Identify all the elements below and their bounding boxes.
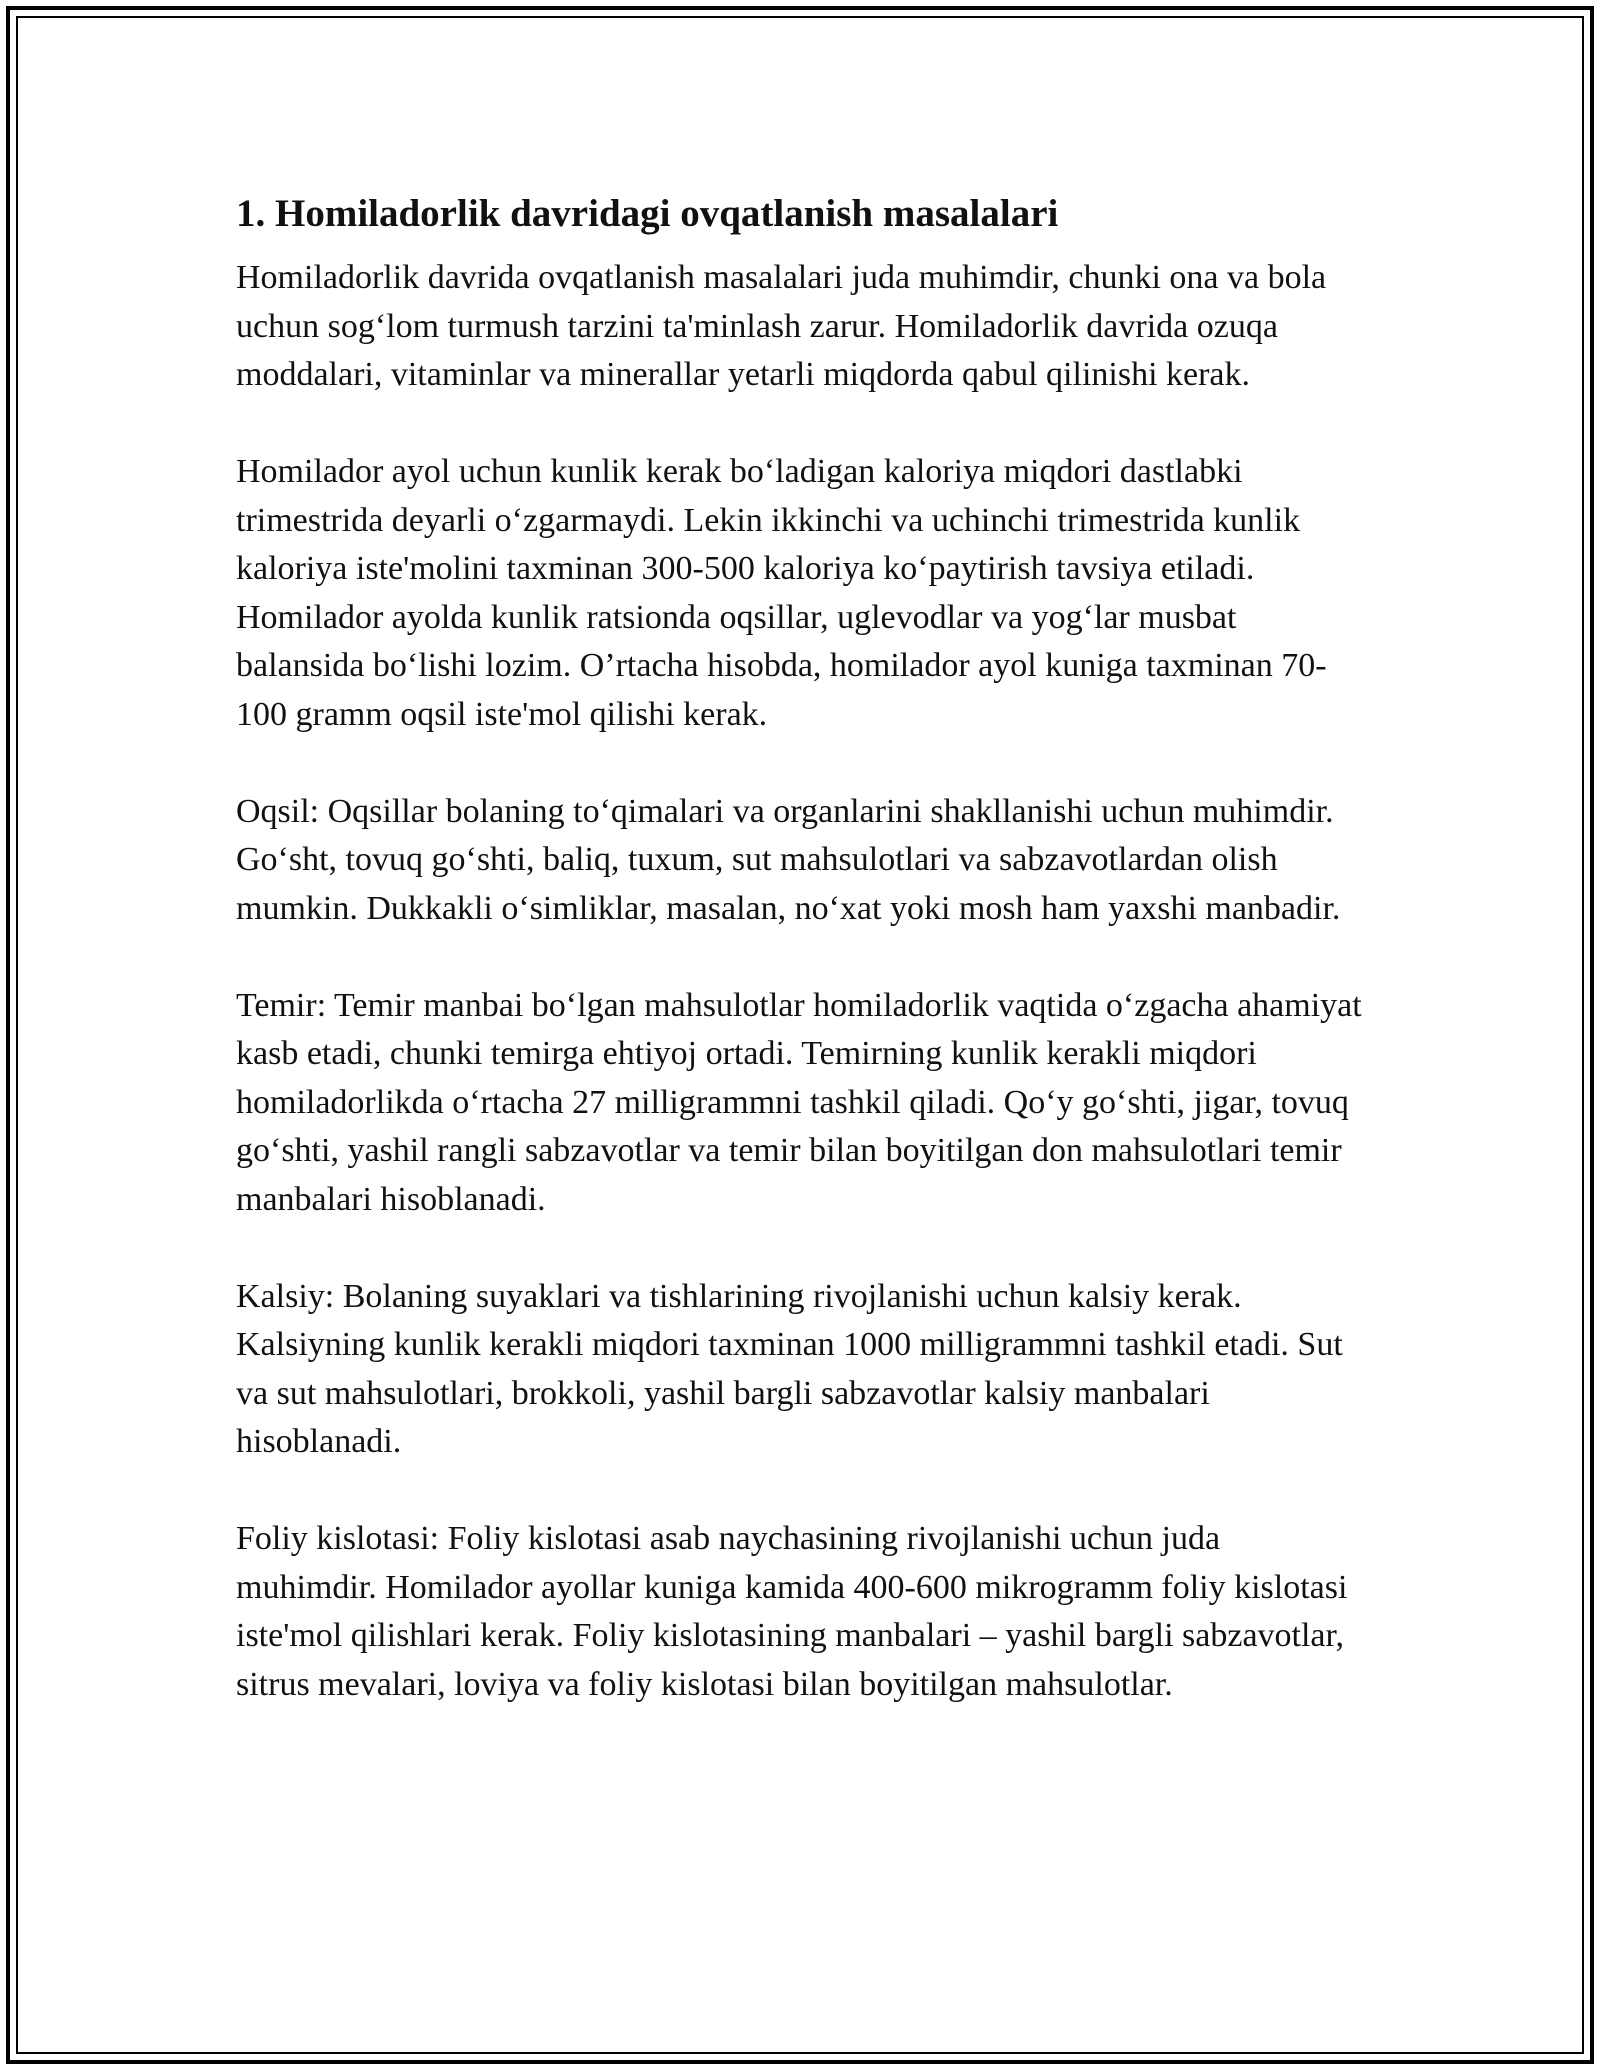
paragraph-folic-acid: Foliy kislotasi: Foliy kislotasi asab naychasining rivojlanishi uchun juda muhimdir. Homilador ayollar kuniga kamida 400-600 mikrogramm foliy kislotasi iste'mol qilishlari kerak. Foliy kislotasining manbalari – yashil bargli sabzavotlar, sitrus mevalari, loviya va foliy kislotasi bilan boyitilgan mahsulotlar. [236,1520,1348,1703]
document-title: 1. Homiladorlik davridagi ovqatlanish masalalari [236,192,1059,235]
document-body [236,186,1366,1758]
paragraph-iron: Temir: Temir manbai bo‘lgan mahsulotlar homiladorlik vaqtida o‘zgacha ahamiyat kasb etadi, chunki temirga ehtiyoj ortadi. Temirning kunlik kerakli miqdori homiladorlikda o‘rtacha 27 milligrammni tashkil qiladi. Qo‘y go‘shti, jigar, tovuq go‘shti, yashil rangli sabzavotlar va temir bilan boyitilgan don mahsulotlari temir manbalari hisoblanadi. [236,986,1362,1218]
paragraph-calories: Homilador ayol uchun kunlik kerak bo‘ladigan kaloriya miqdori dastlabki trimestrida deyarli o‘zgarmaydi. Lekin ikkinchi va uchinchi trimestrida kunlik kaloriya iste'molini taxminan 300-500 kaloriya ko‘paytirish tavsiya etiladi. Homilador ayolda kunlik ratsionda oqsillar, uglevodlar va yog‘lar musbat balansida bo‘lishi lozim. O’rtacha hisobda, homilador ayol kuniga taxminan 70-100 gramm oqsil iste'mol qilishi kerak. [236,453,1327,733]
paragraph-intro: Homiladorlik davrida ovqatlanish masalalari juda muhimdir, chunki ona va bola uchun sog‘lom turmush tarzini ta'minlash zarur. Homiladorlik davrida ozuqa moddalari, vitaminlar va minerallar yetarli miqdorda qabul qilinishi kerak. [236,259,1327,393]
paragraph-calcium: Kalsiy: Bolaning suyaklari va tishlarining rivojlanishi uchun kalsiy kerak. Kalsiyning kunlik kerakli miqdori taxminan 1000 milligrammni tashkil etadi. Sut va sut mahsulotlari, brokkoli, yashil bargli sabzavotlar kalsiy manbalari hisoblanadi. [236,1277,1343,1460]
paragraph-protein: Oqsil: Oqsillar bolaning to‘qimalari va organlarini shakllanishi uchun muhimdir. Go‘sht, tovuq go‘shti, baliq, tuxum, sut mahsulotlari va sabzavotlardan olish mumkin. Dukkakli o‘simliklar, masalan, no‘xat yoki mosh ham yaxshi manbadir. [236,792,1341,927]
